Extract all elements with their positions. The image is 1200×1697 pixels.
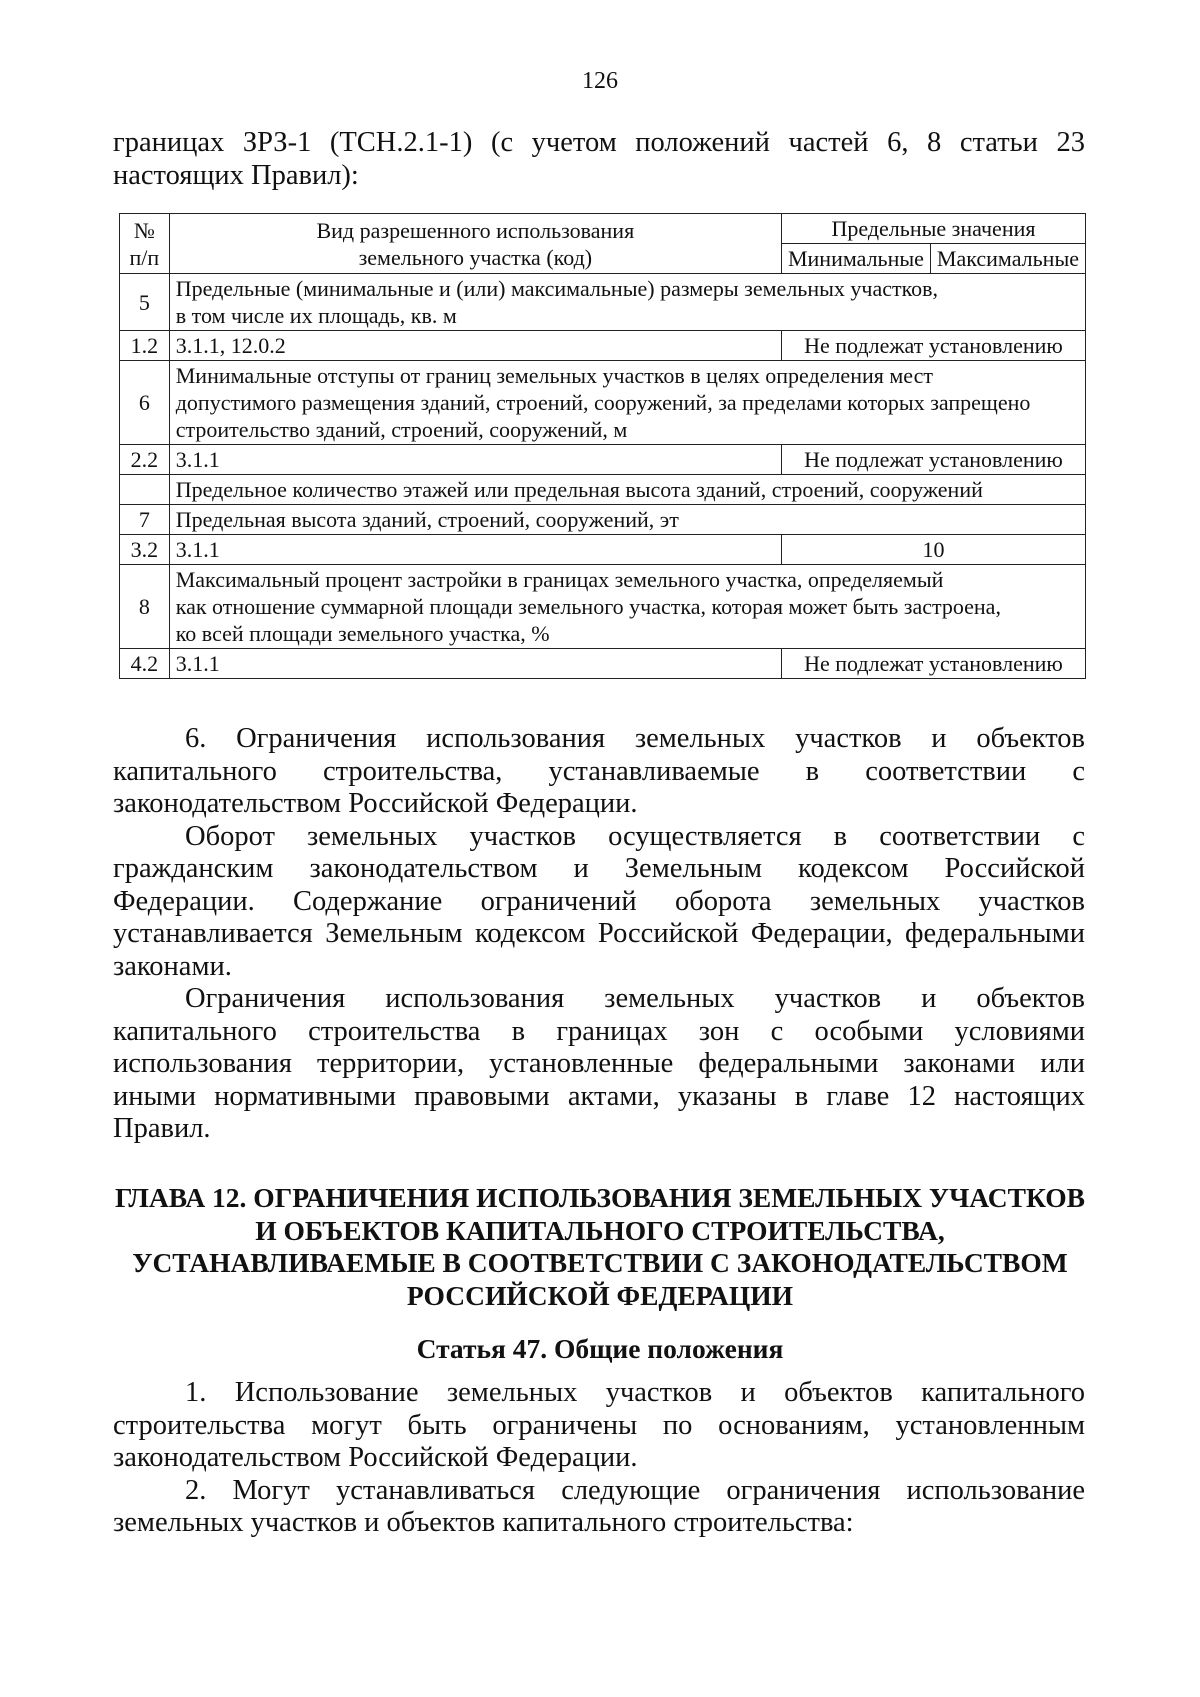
chapter-title-line: И ОБЪЕКТОВ КАПИТАЛЬНОГО СТРОИТЕЛЬСТВА,: [255, 1214, 945, 1246]
row-code-cell: 3.1.1: [169, 445, 781, 475]
table-header-row: [120, 214, 1086, 244]
header-number-cell: [120, 214, 170, 274]
chapter-title-line: УСТАНАВЛИВАЕМЫЕ В СООТВЕТСТВИИ С ЗАКОНОДАТЕЛЬСТВОМ: [132, 1247, 1068, 1278]
body-paragraph: 2. Могут устанавливаться следующие ограничения использование земельных участков и объектов капитального строительства:: [113, 1474, 1085, 1538]
row-number-cell: 5: [120, 274, 170, 331]
body-paragraph: 1. Использование земельных участков и объектов капитального строительства могут быть ограничены по основаниям, установленным законодательством Российской Федерации.: [113, 1377, 1085, 1473]
section-description-cell: [169, 475, 1085, 505]
section-description-line: ко всей площади земельного участка, %: [175, 621, 550, 646]
section-description-cell: [169, 274, 1085, 331]
header-max-cell: Максимальные: [930, 244, 1085, 274]
row-value-cell: Не подлежат установлению: [781, 331, 1085, 361]
row-code-cell: 3.1.1: [169, 535, 781, 565]
page-number: 126: [582, 68, 618, 94]
chapter-title-line: РОССИЙСКОЙ ФЕДЕРАЦИИ: [406, 1279, 794, 1311]
table-row: [120, 274, 1086, 331]
table-row: [120, 565, 1086, 649]
row-code-cell: 3.1.1, 12.0.2: [169, 331, 781, 361]
body-text-block-1: [113, 723, 1085, 1146]
chapter-title: [110, 1182, 1090, 1312]
section-description-line: Минимальные отступы от границ земельных участков в целях определения мест: [175, 363, 933, 388]
body-paragraph: 6. Ограничения использования земельных участков и объектов капитального строительства, устанавливаемые в соответствии с законодательством Российской Федерации.: [113, 723, 1085, 819]
row-code-cell: 3.1.1: [169, 649, 781, 679]
section-description-line: Предельные (минимальные и (или) максимальные) размеры земельных участков,: [175, 276, 939, 301]
table-row: [120, 361, 1086, 445]
header-number-line1: №: [133, 217, 155, 243]
body-paragraph: Оборот земельных участков осуществляется в соответствии с гражданским законодательством и Земельным кодексом Российской Федерации. Содержание ограничений оборота земельных участков устанавливается Земельным кодексом Российской Федерации, федеральными законами.: [113, 820, 1085, 982]
section-description-cell: [169, 505, 1085, 535]
row-number-cell: 8: [120, 565, 170, 649]
article-title: Статья 47. Общие положения: [416, 1333, 784, 1364]
row-value-cell: Не подлежат установлению: [781, 649, 1085, 679]
table-row: [120, 445, 1086, 475]
chapter-title-line: ГЛАВА 12. ОГРАНИЧЕНИЯ ИСПОЛЬЗОВАНИЯ ЗЕМЕЛЬНЫХ УЧАСТКОВ: [115, 1182, 1085, 1213]
section-description-line: Предельное количество этажей или предельная высота зданий, строений, сооружений: [175, 477, 983, 502]
row-value-cell: Не подлежат установлению: [781, 445, 1085, 475]
header-limits-cell: Предельные значения: [781, 214, 1085, 244]
row-number-cell: 3.2: [120, 535, 170, 565]
row-number-cell: 1.2: [120, 331, 170, 361]
row-number-cell: 6: [120, 361, 170, 445]
table-row: [120, 535, 1086, 565]
limits-table: [119, 213, 1086, 679]
header-kind-cell: [169, 214, 781, 274]
intro-paragraph: границах ЗРЗ-1 (ТСН.2.1-1) (с учетом положений частей 6, 8 статьи 23 настоящих Правил):: [113, 127, 1085, 191]
body-paragraph: Ограничения использования земельных участков и объектов капитального строительства в границах зон с особыми условиями использования территории, установленные федеральными законами или иными нормативными правовыми актами, указаны в главе 12 настоящих Правил.: [113, 983, 1085, 1144]
table-body: [120, 274, 1086, 679]
section-description-cell: [169, 565, 1085, 649]
row-number-cell: [120, 475, 170, 505]
header-number-line2: п/п: [129, 244, 160, 270]
section-description-line: как отношение суммарной площади земельного участка, которая может быть застроена,: [175, 594, 1001, 619]
table-row: [120, 331, 1086, 361]
row-number-cell: 4.2: [120, 649, 170, 679]
section-description-line: Максимальный процент застройки в границах земельного участка, определяемый: [175, 567, 944, 592]
section-description-line: Предельная высота зданий, строений, сооружений, эт: [175, 507, 679, 532]
body-text-block-2: [113, 1377, 1085, 1540]
row-value-cell: 10: [781, 535, 1085, 565]
section-description-line: строительство зданий, строений, сооружений, м: [175, 417, 628, 442]
row-number-cell: 7: [120, 505, 170, 535]
table-row: [120, 649, 1086, 679]
header-kind-line2: земельного участка (код): [358, 244, 593, 270]
section-description-line: допустимого размещения зданий, строений, сооружений, за пределами которых запрещено: [175, 390, 1031, 415]
header-min-cell: Минимальные: [781, 244, 930, 274]
row-number-cell: 2.2: [120, 445, 170, 475]
table-row: [120, 475, 1086, 505]
header-kind-line1: Вид разрешенного использования: [316, 217, 635, 243]
section-description-line: в том числе их площадь, кв. м: [175, 303, 457, 328]
table-row: [120, 505, 1086, 535]
section-description-cell: [169, 361, 1085, 445]
